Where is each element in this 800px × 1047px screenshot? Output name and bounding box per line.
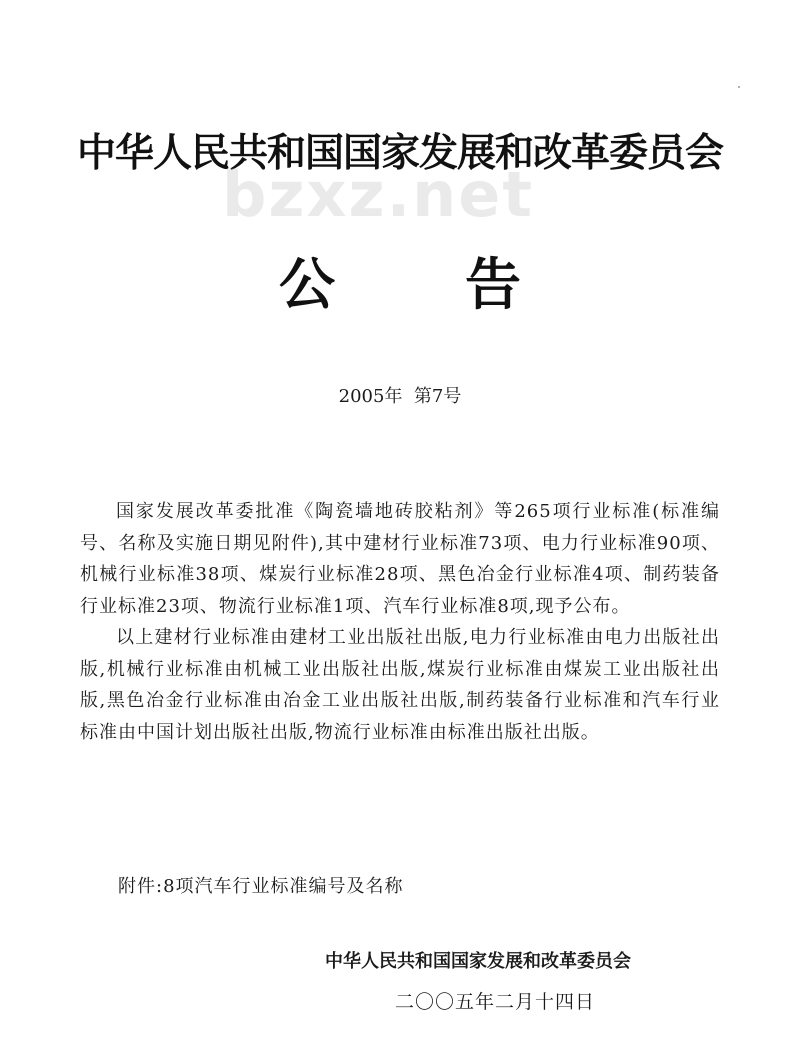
- scan-speck: [738, 86, 740, 88]
- body-paragraph-2: 以上建材行业标准由建材工业出版社出版,电力行业标准由电力出版社出版,机械行业标准由机械工业出版社出版,煤炭行业标准由煤炭工业出版社出版,黑色冶金行业标准由冶金工业出版社出版,制药装备行业标准和汽车行业标准由中国计划出版社出版,物流行业标准由标准出版社出版。: [80, 627, 720, 743]
- document-number: 2005年 第7号: [338, 386, 462, 407]
- signature-issuer: 中华人民共和国国家发展和改革委员会: [325, 951, 631, 972]
- watermark: bzxz.net: [222, 158, 534, 231]
- issuer-heading: 中华人民共和国国家发展和改革委员会: [76, 131, 723, 176]
- attachment-note: 附件:8项汽车行业标准编号及名称: [118, 876, 404, 897]
- body-paragraph-1: 国家发展改革委批准《陶瓷墙地砖胶粘剂》等265项行业标准(标准编号、名称及实施日期见附件),其中建材行业标准73项、电力行业标准90项、机械行业标准38项、煤炭行业标准28项、黑色冶金行业标准4项、制药装备行业标准23项、物流行业标准1项、汽车行业标准8项,现予公布。: [80, 501, 720, 617]
- signature-date: 二〇〇五年二月十四日: [395, 991, 596, 1013]
- announcement-body: [80, 496, 720, 748]
- document-title: 公告: [279, 253, 651, 318]
